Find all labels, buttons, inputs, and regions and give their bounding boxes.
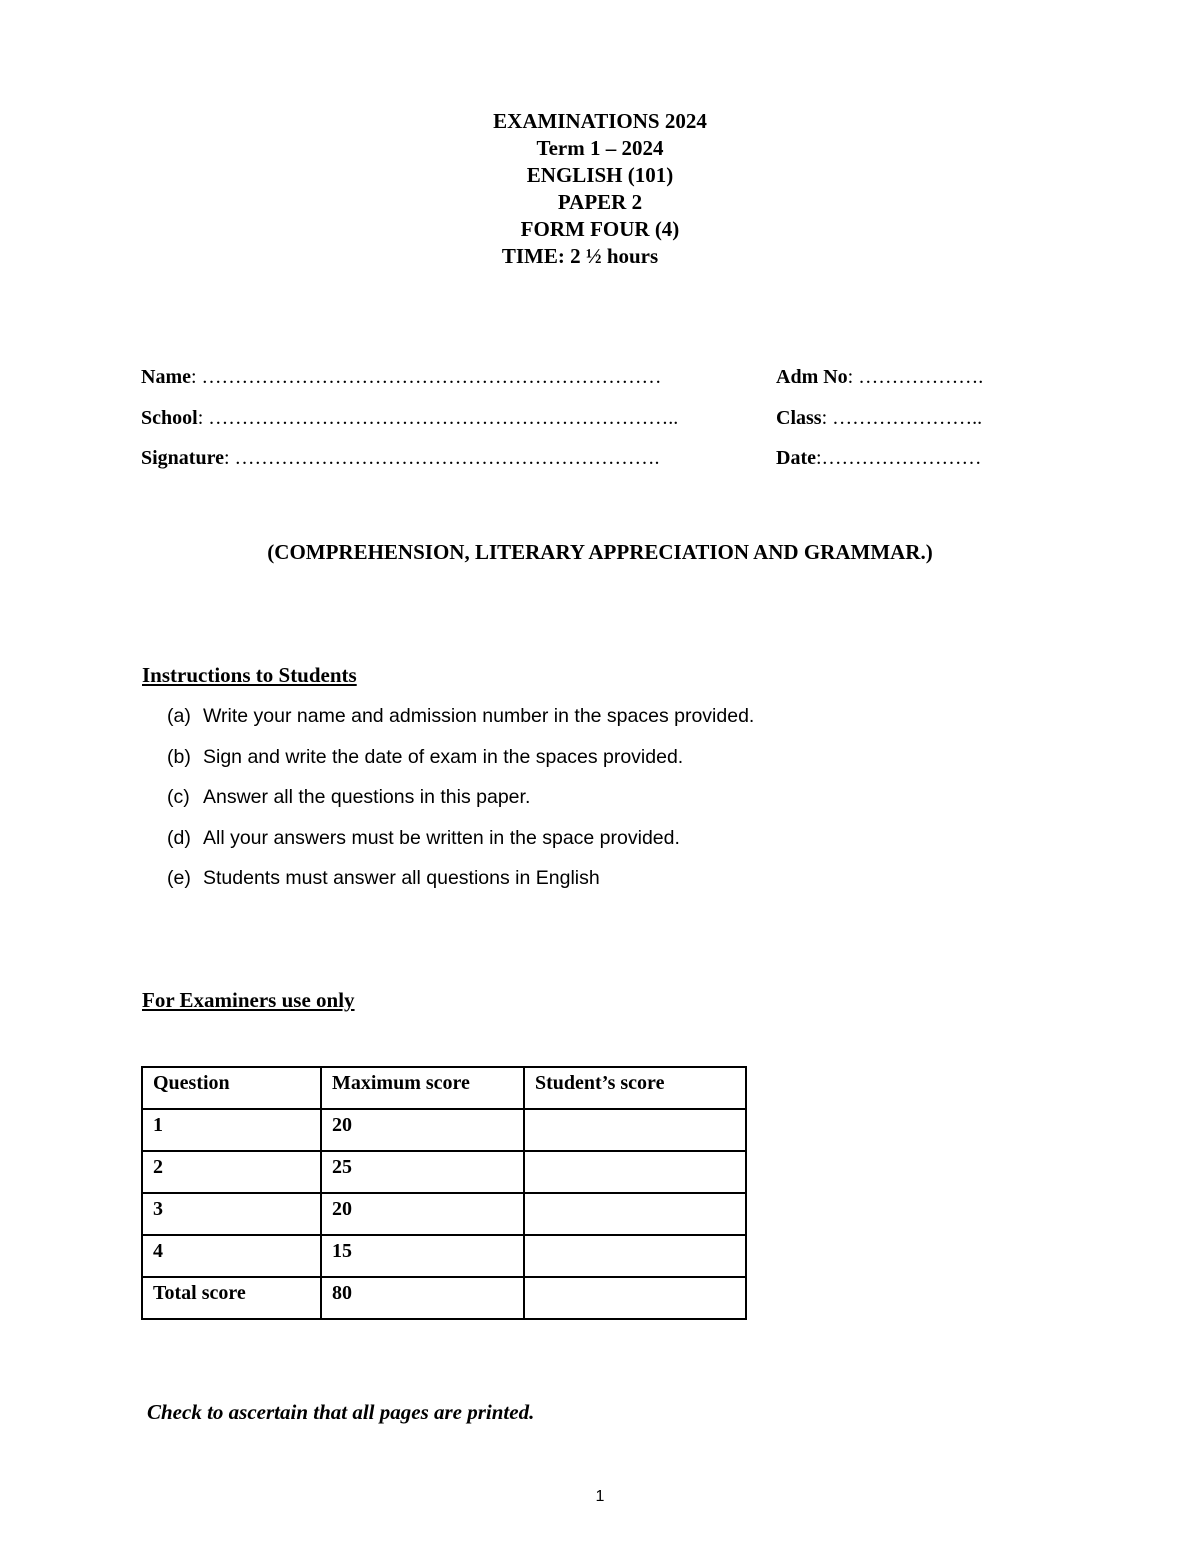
name-field[interactable] (141, 366, 662, 389)
instruction-text: Answer all the questions in this paper. (203, 786, 531, 809)
header-students-score: Student’s score (524, 1067, 746, 1109)
adm-no-label: Adm No (776, 366, 848, 388)
max-score-cell: 20 (321, 1109, 524, 1151)
date-label: Date (776, 447, 816, 469)
table-row (142, 1109, 746, 1151)
instruction-label: (a) (167, 705, 191, 727)
exam-subject: ENGLISH (101) (526, 163, 674, 187)
examiners-heading: For Examiners use only (142, 988, 355, 1012)
class-dots: : ………………….. (821, 407, 983, 429)
exam-title: EXAMINATIONS 2024 (493, 109, 707, 133)
exam-term: Term 1 – 2024 (536, 136, 664, 160)
instruction-label: (e) (167, 867, 191, 890)
header-question: Question (142, 1067, 321, 1109)
page-number: 1 (595, 1488, 605, 1505)
exam-paper: PAPER 2 (557, 190, 643, 214)
total-label-cell: Total score (142, 1277, 321, 1319)
table-row (142, 1151, 746, 1193)
instruction-item (167, 824, 754, 865)
instruction-text: Students must answer all questions in English (203, 867, 600, 890)
max-score-cell: 15 (321, 1235, 524, 1277)
total-student-cell[interactable] (524, 1277, 746, 1319)
student-score-cell[interactable] (524, 1109, 746, 1151)
class-label: Class (776, 407, 822, 429)
total-max-cell: 80 (321, 1277, 524, 1319)
exam-header (0, 108, 1200, 270)
instruction-text: All your answers must be written in the space provided. (203, 826, 680, 849)
instruction-item (167, 783, 754, 824)
footer-note: Check to ascertain that all pages are printed. (147, 1400, 535, 1424)
header-maximum-score: Maximum score (321, 1067, 524, 1109)
exam-form: FORM FOUR (4) (520, 217, 680, 241)
class-field[interactable] (776, 407, 982, 430)
school-field[interactable] (141, 407, 678, 430)
table-header-row (142, 1067, 746, 1109)
exam-time: TIME: 2 ½ hours (501, 244, 659, 268)
instruction-label: (d) (167, 826, 191, 849)
table-row (142, 1235, 746, 1277)
instruction-item (167, 864, 754, 905)
instruction-label: (c) (167, 786, 190, 809)
instruction-text: Write your name and admission number in the spaces provided. (203, 705, 755, 727)
date-field[interactable] (776, 447, 982, 470)
instructions-list (167, 702, 754, 905)
score-table (141, 1066, 747, 1320)
question-cell: 3 (142, 1193, 321, 1235)
question-cell: 4 (142, 1235, 321, 1277)
adm-no-dots: : ………………. (847, 366, 984, 388)
school-dots: : …………………………………………………………….. (197, 407, 679, 429)
signature-dots: : ………………………………………………………. (223, 447, 660, 469)
student-score-cell[interactable] (524, 1193, 746, 1235)
signature-field[interactable] (141, 447, 660, 470)
instruction-label: (b) (167, 745, 191, 768)
max-score-cell: 20 (321, 1193, 524, 1235)
name-label: Name (141, 366, 191, 388)
question-cell: 2 (142, 1151, 321, 1193)
instructions-heading: Instructions to Students (142, 663, 357, 687)
adm-no-field[interactable] (776, 366, 983, 389)
max-score-cell: 25 (321, 1151, 524, 1193)
instruction-item (167, 743, 754, 784)
name-dots: : …………………………………………………………… (190, 366, 662, 388)
paper-subtitle: (COMPREHENSION, LITERARY APPRECIATION AND GRAMMAR.) (267, 540, 933, 564)
date-dots: :…………………… (815, 447, 982, 469)
table-row (142, 1193, 746, 1235)
instruction-text: Sign and write the date of exam in the spaces provided. (203, 745, 684, 768)
table-row-total (142, 1277, 746, 1319)
school-label: School (141, 407, 198, 429)
signature-label: Signature (141, 447, 224, 469)
student-score-cell[interactable] (524, 1235, 746, 1277)
instruction-item (167, 702, 754, 743)
student-score-cell[interactable] (524, 1151, 746, 1193)
question-cell: 1 (142, 1109, 321, 1151)
